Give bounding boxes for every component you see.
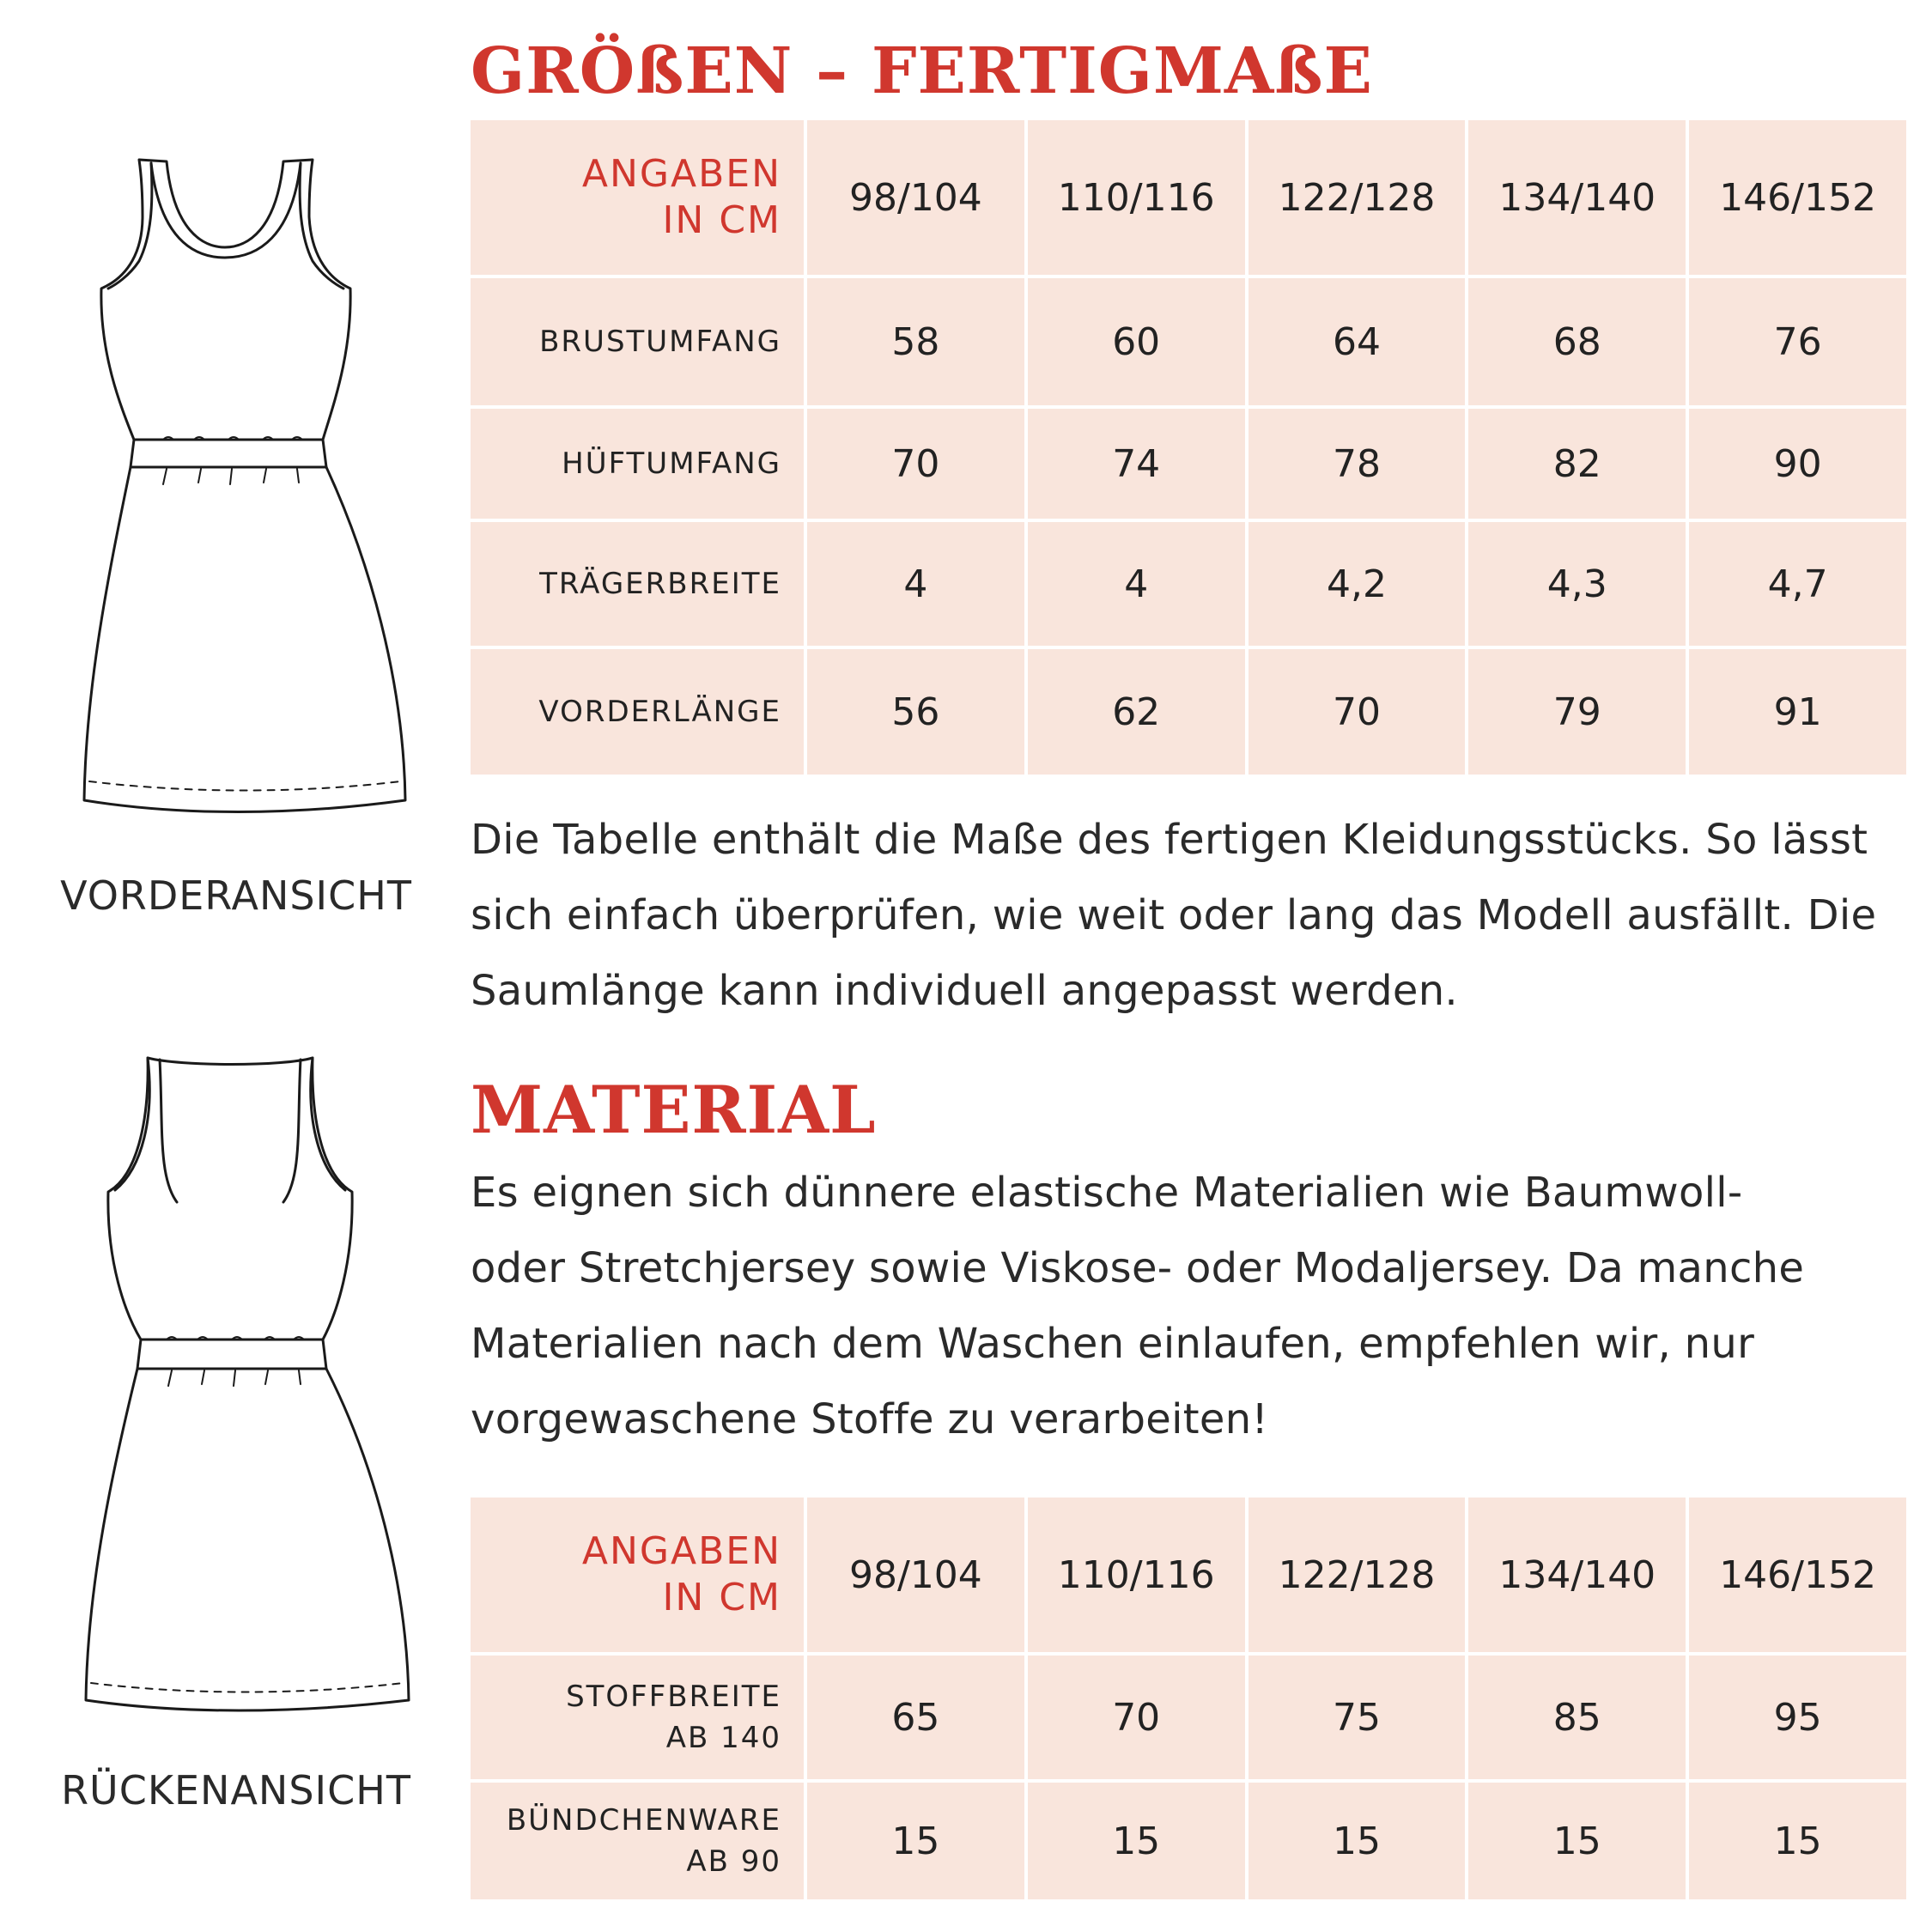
material-heading: MATERIAL <box>471 1072 877 1148</box>
table-cell: 90 <box>1689 409 1906 519</box>
table-cell: 91 <box>1689 649 1906 775</box>
size-column-header: 110/116 <box>1028 120 1245 275</box>
material-requirements-table <box>471 1498 1906 1899</box>
table-cell: 58 <box>807 278 1024 405</box>
table-cell: 15 <box>1468 1783 1686 1899</box>
size-column-header: 110/116 <box>1028 1498 1245 1652</box>
table-cell: 4,7 <box>1689 522 1906 646</box>
table-cell: 68 <box>1468 278 1686 405</box>
row-label: VORDERLÄNGE <box>471 649 804 775</box>
finished-measurements-table <box>471 120 1906 775</box>
dress-back-view-sketch <box>77 1048 421 1735</box>
front-view-label: VORDERANSICHT <box>60 872 412 919</box>
table-cell: 64 <box>1249 278 1466 405</box>
size-column-header: 146/152 <box>1689 120 1906 275</box>
table-cell: 62 <box>1028 649 1245 775</box>
size-column-header: 98/104 <box>807 1498 1024 1652</box>
table-cell: 95 <box>1689 1656 1906 1779</box>
sizes-description: Die Tabelle enthält die Maße des fertigen Kleidungsstücks. So lässt sich einfach überprüfen, wie weit oder lang das Modell ausfällt. Die Saumlänge kann individuell angepasst werden. <box>471 816 1877 1015</box>
row-label: STOFFBREITE AB 140 <box>471 1656 804 1779</box>
table-cell: 74 <box>1028 409 1245 519</box>
row-label: BÜNDCHENWARE AB 90 <box>471 1783 804 1899</box>
table-cell: 70 <box>1249 649 1466 775</box>
table-cell: 79 <box>1468 649 1686 775</box>
size-column-header: 134/140 <box>1468 1498 1686 1652</box>
back-view-label: RÜCKENANSICHT <box>61 1767 411 1814</box>
sizes-heading: GRÖßEN – FERTIGMAßE <box>471 34 1373 108</box>
table-cell: 82 <box>1468 409 1686 519</box>
row-label: TRÄGERBREITE <box>471 522 804 646</box>
table-cell: 4 <box>1028 522 1245 646</box>
material-description: Es eignen sich dünnere elastische Materialien wie Baumwoll- oder Stretchjersey sowie Viskose- oder Modaljersey. Da manche Materialien nach dem Waschen einlaufen, empfehlen wir, nur vorgewaschene Stoffe zu verarbeiten! <box>471 1169 1805 1443</box>
table-cell: 70 <box>1028 1656 1245 1779</box>
table-cell: 56 <box>807 649 1024 775</box>
table-cell: 4 <box>807 522 1024 646</box>
table-cell: 70 <box>807 409 1024 519</box>
size-column-header: 146/152 <box>1689 1498 1906 1652</box>
row-label: HÜFTUMFANG <box>471 409 804 519</box>
table-cell: 15 <box>1689 1783 1906 1899</box>
table-cell: 76 <box>1689 278 1906 405</box>
size-column-header: 122/128 <box>1249 1498 1466 1652</box>
dress-front-view-sketch <box>77 148 421 835</box>
table-cell: 4,3 <box>1468 522 1686 646</box>
row-label: BRUSTUMFANG <box>471 278 804 405</box>
size-column-header: 122/128 <box>1249 120 1466 275</box>
table-corner-units: ANGABEN IN CM <box>471 1498 804 1652</box>
table-cell: 15 <box>807 1783 1024 1899</box>
table-cell: 15 <box>1249 1783 1466 1899</box>
table-cell: 15 <box>1028 1783 1245 1899</box>
table-cell: 65 <box>807 1656 1024 1779</box>
table-cell: 85 <box>1468 1656 1686 1779</box>
table-cell: 75 <box>1249 1656 1466 1779</box>
table-cell: 4,2 <box>1249 522 1466 646</box>
size-column-header: 98/104 <box>807 120 1024 275</box>
table-corner-units: ANGABEN IN CM <box>471 120 804 275</box>
size-column-header: 134/140 <box>1468 120 1686 275</box>
table-cell: 78 <box>1249 409 1466 519</box>
table-cell: 60 <box>1028 278 1245 405</box>
